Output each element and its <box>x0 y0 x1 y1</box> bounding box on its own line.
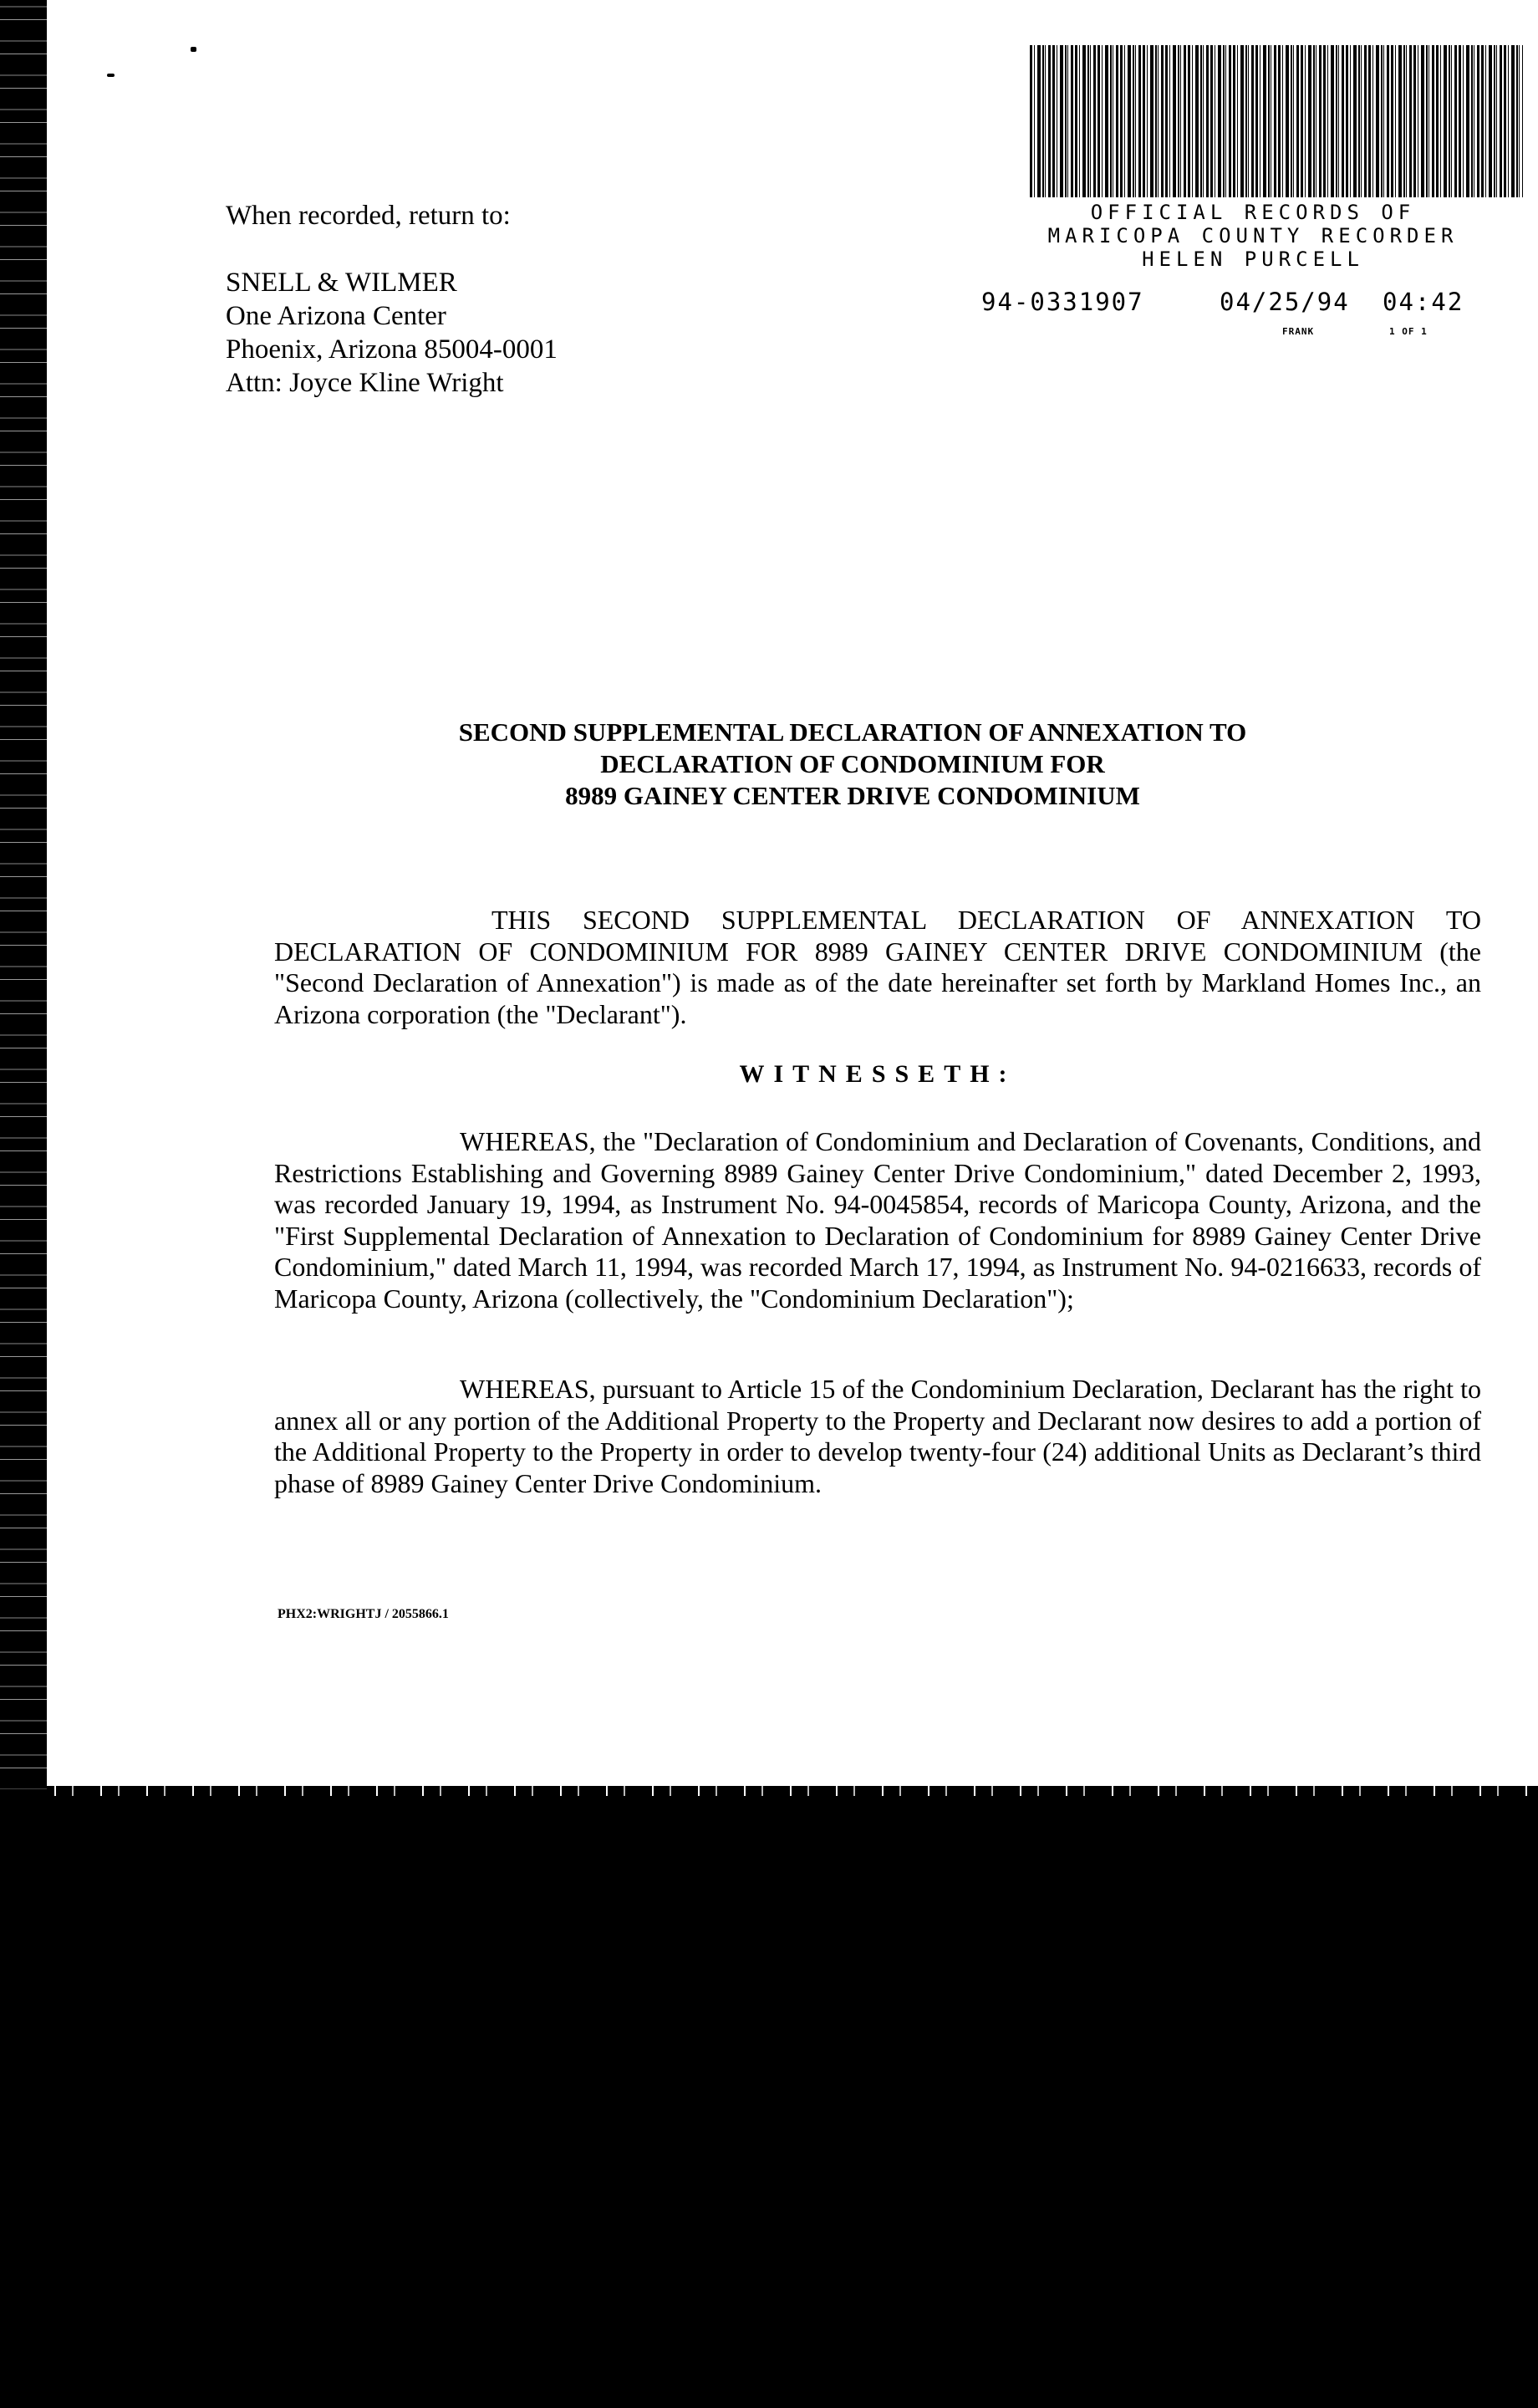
recorded-time: 04:42 <box>1383 288 1464 316</box>
scan-speck <box>191 47 196 52</box>
scan-edge-left <box>0 0 48 1789</box>
stamp-clerk: FRANK <box>1282 326 1315 337</box>
intro-paragraph: THIS SECOND SUPPLEMENTAL DECLARATION OF ANNEXATION TO DECLARATION OF CONDOMINIUM FOR 8989 GAINEY CENTER DRIVE CONDOMINIUM (the "Second Declaration of Annexation") is made as of the date hereinafter set forth by Markland Homes Inc., an Arizona corporation (the "Declarant"). <box>274 905 1481 1029</box>
instrument-number: 94-0331907 <box>981 288 1144 316</box>
return-attn: Attn: Joyce Kline Wright <box>226 368 504 398</box>
title-line1: SECOND SUPPLEMENTAL DECLARATION OF ANNEXATION TO <box>458 717 1247 747</box>
recital-paragraph-1: WHEREAS, the "Declaration of Condominium and Declaration of Covenants, Conditions, and Restrictions Establishing and Governing 8989 Gainey Center Drive Condominium," dated December 2, 1993, was recorded January 19, 1994, as Instrument No. 94-0045854, records of Maricopa County, Arizona, and the "First Supplemental Declaration of Annexation to Declaration of Condominium for 8989 Gainey Center Drive Condominium," dated March 11, 1994, was recorded March 17, 1994, as Instrument No. 94-0216633, records of Maricopa County, Arizona (collectively, the "Condominium Declaration"); <box>274 1126 1481 1314</box>
witnesseth-heading: WITNESSETH: <box>739 1060 1016 1088</box>
barcode <box>1030 45 1523 197</box>
stamp-line2: MARICOPA COUNTY RECORDER <box>1047 224 1459 247</box>
document-page <box>47 0 1538 1788</box>
stamp-page-count: 1 OF 1 <box>1389 326 1428 337</box>
document-id-footer: PHX2:WRIGHTJ / 2055866.1 <box>278 1607 449 1621</box>
title-line3: 8989 GAINEY CENTER DRIVE CONDOMINIUM <box>565 781 1140 810</box>
document-title <box>226 717 1479 812</box>
return-address-line2: Phoenix, Arizona 85004-0001 <box>226 334 558 365</box>
return-address-block <box>226 199 558 400</box>
recorded-date: 04/25/94 <box>1220 288 1350 316</box>
recital-paragraph-2: WHEREAS, pursuant to Article 15 of the Condominium Declaration, Declarant has the right to annex all or any portion of the Additional Property to the Property and Declarant now desires to add a portion of the Additional Property to the Property in order to develop twenty-four (24) additional Units as Declarant’s third phase of 8989 Gainey Center Drive Condominium. <box>274 1374 1481 1498</box>
title-line2: DECLARATION OF CONDOMINIUM FOR <box>600 749 1105 778</box>
intro-section <box>274 905 1481 1030</box>
recital-section-2 <box>274 1374 1481 1499</box>
recital-section-1 <box>274 1126 1481 1314</box>
scan-edge-bottom <box>47 1786 1538 1796</box>
scan-speck <box>107 74 115 77</box>
stamp-line3: HELEN PURCELL <box>1142 247 1364 271</box>
stamp-line1: OFFICIAL RECORDS OF <box>1090 201 1416 224</box>
return-firm: SNELL & WILMER <box>226 268 457 298</box>
return-heading: When recorded, return to: <box>226 201 511 231</box>
return-address-line1: One Arizona Center <box>226 301 446 331</box>
